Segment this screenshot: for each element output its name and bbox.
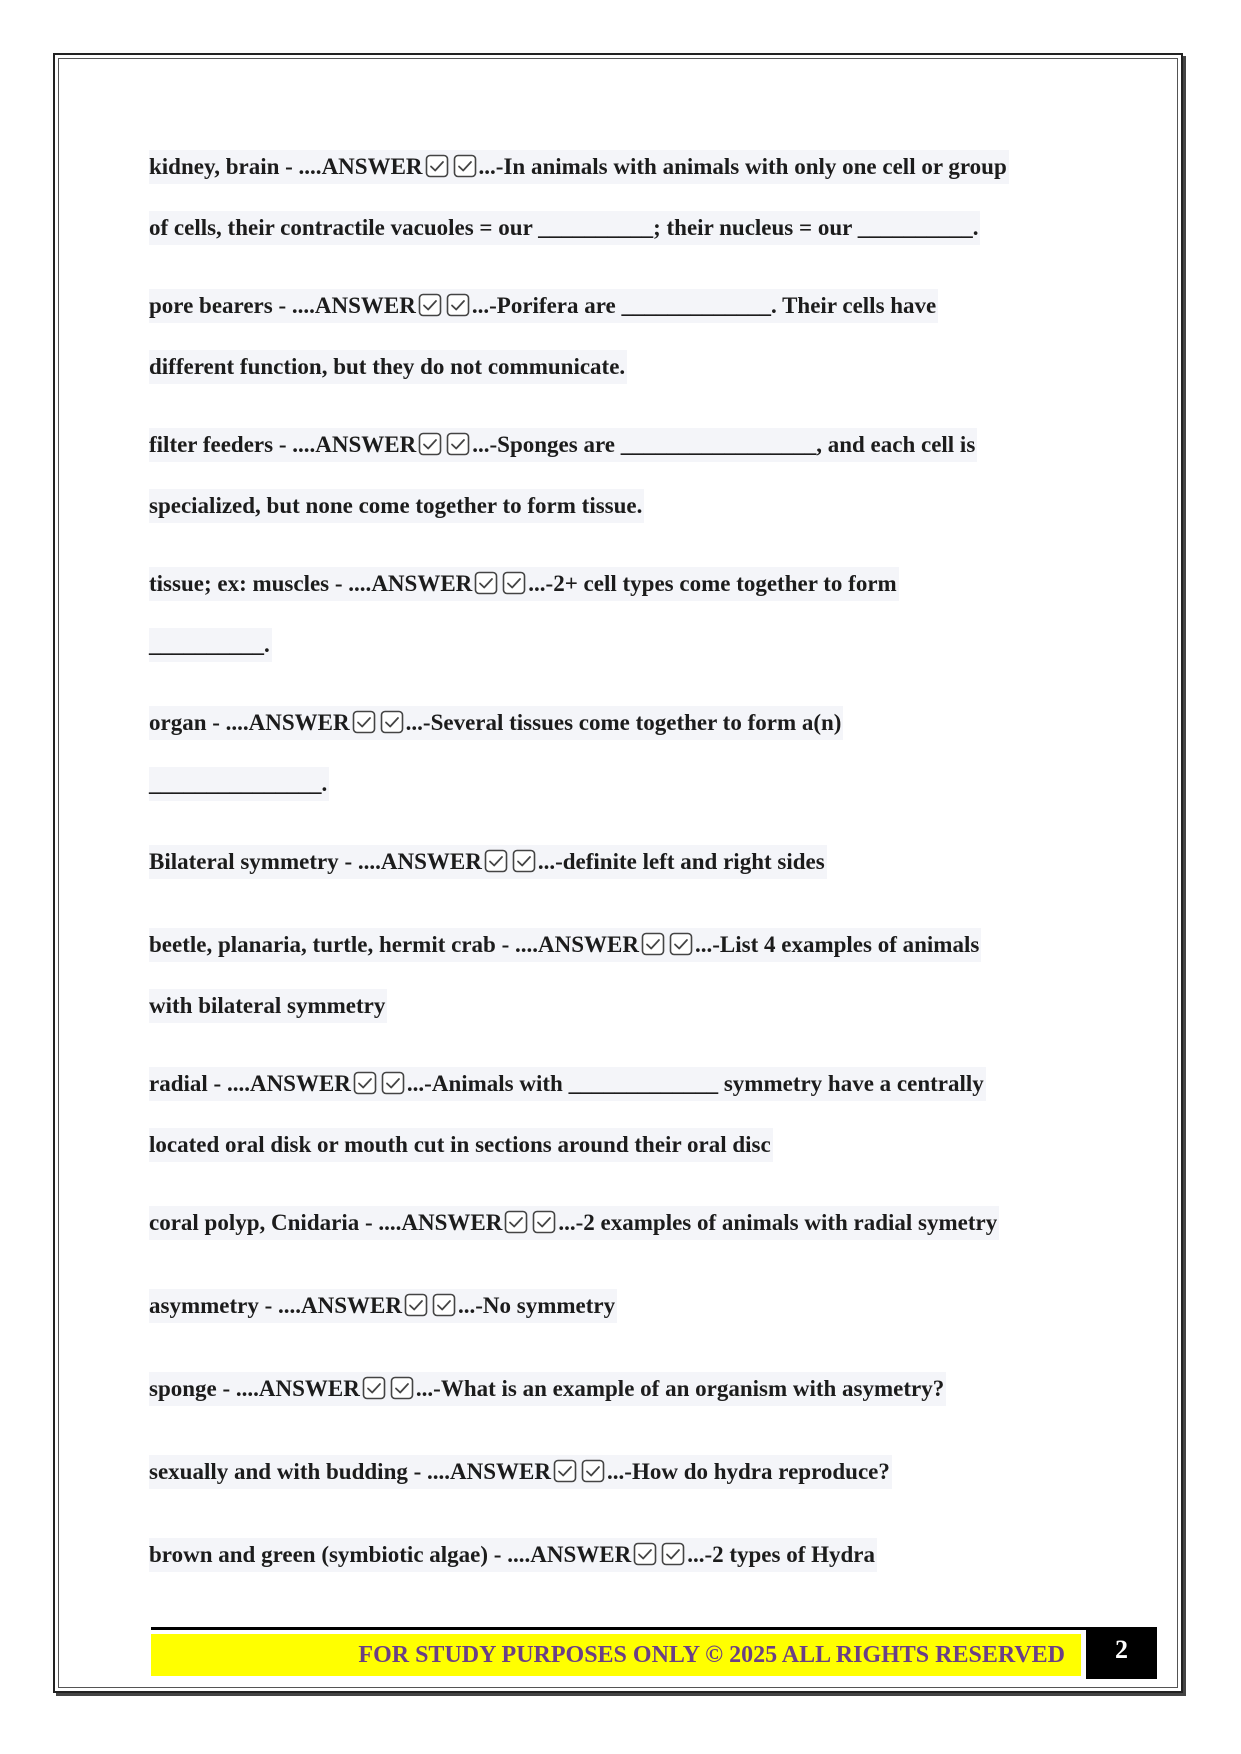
answer-text: pore bearers xyxy=(149,293,273,318)
check-box-icon xyxy=(581,1459,605,1483)
question-text-continued: specialized, but none come together to form tissue. xyxy=(149,493,643,518)
check-box-icon xyxy=(502,571,526,595)
separator-after: ...- xyxy=(607,1459,632,1484)
separator-after: ...- xyxy=(528,571,554,596)
check-box-icon xyxy=(404,1293,428,1317)
check-box-icon xyxy=(353,1071,377,1095)
qa-first-line xyxy=(149,150,1009,184)
check-box-icon xyxy=(669,932,693,956)
check-box-icon xyxy=(362,1376,386,1400)
answer-text: organ xyxy=(149,710,207,735)
check-box-icon xyxy=(446,432,470,456)
separator-after: ...- xyxy=(458,1293,483,1318)
qa-first-line xyxy=(149,845,827,879)
question-text: How do hydra reproduce? xyxy=(631,1459,890,1484)
qa-continuation-line xyxy=(149,350,627,384)
question-text: No symmetry xyxy=(482,1293,616,1318)
check-box-icon xyxy=(504,1210,528,1234)
question-text: 2+ cell types come together to form xyxy=(553,571,897,596)
question-text-continued: different function, but they do not communicate. xyxy=(149,354,626,379)
answer-label: ANSWER xyxy=(401,1210,503,1235)
separator-after: ...- xyxy=(405,710,431,735)
check-box-icon xyxy=(512,849,536,873)
answer-text: filter feeders xyxy=(149,432,274,457)
question-text-continued: __________. xyxy=(149,632,270,657)
check-box-icon xyxy=(380,710,404,734)
check-box-icon xyxy=(425,154,449,178)
answer-label: ANSWER xyxy=(380,849,482,874)
question-text-continued: _______________. xyxy=(149,771,328,796)
question-text: Porifera are _____________. Their cells have xyxy=(496,293,937,318)
check-box-icon xyxy=(418,293,442,317)
check-box-icon xyxy=(484,849,508,873)
qa-first-line xyxy=(149,1455,892,1489)
check-box-icon xyxy=(453,154,477,178)
qa-first-line xyxy=(149,928,981,962)
qa-continuation-line xyxy=(149,1128,773,1162)
qa-continuation-line xyxy=(149,489,644,523)
separator-before: - .... xyxy=(488,1542,531,1567)
separator-before: - .... xyxy=(407,1459,451,1484)
question-text: 2 types of Hydra xyxy=(712,1542,876,1567)
separator-after: ...- xyxy=(687,1542,713,1567)
qa-first-line xyxy=(149,567,899,601)
answer-text: sponge xyxy=(149,1376,217,1401)
separator-before: - .... xyxy=(258,1293,302,1318)
qa-first-line xyxy=(149,1206,999,1240)
question-text: Animals with _____________ symmetry have a centrally xyxy=(431,1071,984,1096)
separator-before: - .... xyxy=(495,932,539,957)
check-box-icon xyxy=(633,1542,657,1566)
qa-first-line xyxy=(149,289,938,323)
question-text: Sponges are _________________, and each cell is xyxy=(497,432,976,457)
separator-before: - .... xyxy=(216,1376,259,1401)
separator-before: - .... xyxy=(329,571,372,596)
answer-label: ANSWER xyxy=(249,1071,351,1096)
check-box-icon xyxy=(641,932,665,956)
qa-first-line xyxy=(149,428,977,462)
separator-before: - .... xyxy=(338,849,381,874)
answer-label: ANSWER xyxy=(321,154,423,179)
check-box-icon xyxy=(474,571,498,595)
answer-text: radial xyxy=(149,1071,208,1096)
answer-label: ANSWER xyxy=(248,710,350,735)
qa-continuation-line xyxy=(149,211,980,245)
separator-after: ...- xyxy=(471,293,497,318)
answer-label: ANSWER xyxy=(530,1542,632,1567)
separator-before: - .... xyxy=(273,432,316,457)
separator-after: ...- xyxy=(415,1376,441,1401)
separator-before: - .... xyxy=(272,293,315,318)
separator-after: ...- xyxy=(472,432,498,457)
question-text-continued: located oral disk or mouth cut in sections around their oral disc xyxy=(149,1132,771,1157)
answer-text: asymmetry xyxy=(149,1293,259,1318)
answer-text: beetle, planaria, turtle, hermit crab xyxy=(149,932,496,957)
qa-continuation-line xyxy=(149,628,272,662)
footer-rule xyxy=(151,1627,1089,1630)
separator-after: ...- xyxy=(537,849,563,874)
check-box-icon xyxy=(661,1542,685,1566)
question-text-continued: of cells, their contractile vacuoles = our __________; their nucleus = our __________. xyxy=(149,215,979,240)
question-text: 2 examples of animals with radial symetry xyxy=(583,1210,998,1235)
check-box-icon xyxy=(446,293,470,317)
footer-text: FOR STUDY PURPOSES ONLY © 2025 ALL RIGHTS RESERVED xyxy=(358,1642,1065,1668)
qa-continuation-line xyxy=(149,767,329,801)
qa-first-line xyxy=(149,706,843,740)
question-text: What is an example of an organism with asymetry? xyxy=(440,1376,945,1401)
answer-text: coral polyp, Cnidaria xyxy=(149,1210,360,1235)
answer-label: ANSWER xyxy=(315,432,417,457)
answer-label: ANSWER xyxy=(450,1459,552,1484)
answer-label: ANSWER xyxy=(371,571,473,596)
answer-label: ANSWER xyxy=(301,1293,402,1318)
check-box-icon xyxy=(390,1376,414,1400)
footer-bar xyxy=(151,1634,1081,1676)
qa-first-line xyxy=(149,1372,946,1406)
answer-text: sexually and with budding xyxy=(149,1459,408,1484)
separator-before: - .... xyxy=(206,710,249,735)
separator-before: - .... xyxy=(207,1071,250,1096)
qa-first-line xyxy=(149,1538,877,1572)
separator-after: ...- xyxy=(406,1071,432,1096)
check-box-icon xyxy=(432,1293,456,1317)
question-text: Several tissues come together to form a(n) xyxy=(430,710,842,735)
separator-after: ...- xyxy=(694,932,720,957)
answer-label: ANSWER xyxy=(314,293,416,318)
check-box-icon xyxy=(418,432,442,456)
check-box-icon xyxy=(532,1210,556,1234)
qa-first-line xyxy=(149,1067,986,1101)
answer-text: kidney, brain xyxy=(149,154,280,179)
answer-text: tissue; ex: muscles xyxy=(149,571,330,596)
question-text: definite left and right sides xyxy=(562,849,825,874)
separator-after: ...- xyxy=(558,1210,584,1235)
check-box-icon xyxy=(381,1071,405,1095)
question-text-continued: with bilateral symmetry xyxy=(149,993,386,1018)
answer-text: brown and green (symbiotic algae) xyxy=(149,1542,489,1567)
separator-after: ...- xyxy=(478,154,504,179)
answer-label: ANSWER xyxy=(258,1376,360,1401)
qa-continuation-line xyxy=(149,989,387,1023)
question-text: In animals with animals with only one cell or group xyxy=(503,154,1007,179)
answer-text: Bilateral symmetry xyxy=(149,849,339,874)
qa-first-line xyxy=(149,1289,617,1323)
separator-before: - .... xyxy=(359,1210,402,1235)
question-text: List 4 examples of animals xyxy=(719,932,980,957)
check-box-icon xyxy=(352,710,376,734)
answer-label: ANSWER xyxy=(538,932,639,957)
page-number: 2 xyxy=(1086,1627,1157,1679)
separator-before: - .... xyxy=(279,154,322,179)
check-box-icon xyxy=(553,1459,577,1483)
